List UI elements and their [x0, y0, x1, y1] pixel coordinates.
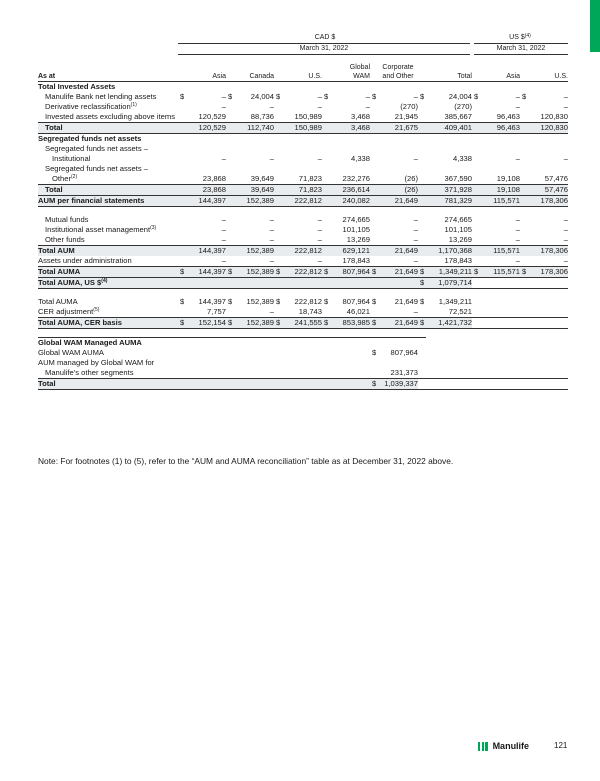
row-label: Institutional asset management$^{(3)}$: [45, 225, 157, 234]
cad-header: CAD $: [314, 34, 336, 41]
row-label: Institutional: [52, 154, 91, 163]
table-row: Other funds – – – 13,269 – 13,269 – –: [38, 235, 568, 246]
total-row: AUM per financial statements 144,397 152,389 222,812 240,082 21,649 781,329 115,571 178,306: [38, 196, 568, 205]
total-row: Total AUMA, CER basis $ 152,154 $ 152,389 $ 241,555 $ 853,985 $ 21,649 $ 1,421,732: [38, 318, 568, 329]
column-header-row: [38, 55, 568, 82]
table-row: Institutional – – – 4,338 – 4,338 – –: [38, 154, 568, 164]
col-asia: Asia: [186, 55, 226, 82]
row-label: Total AUM: [38, 246, 178, 257]
tia-title: Total Invested Assets: [38, 82, 568, 93]
us-date: March 31, 2022: [472, 44, 568, 55]
row-label: Total: [38, 379, 178, 390]
row-label: Invested assets excluding above items: [45, 112, 176, 121]
total-row: Total 120,529 112,740 150,989 3,468 21,675 409,401 96,463 120,830: [38, 123, 568, 134]
col-global-wam: Global WAM: [330, 55, 370, 82]
table-row: Segregated funds net assets –: [45, 164, 149, 173]
table-row: Derivative reclassification$^{(1)}$ – – – – (270) (270) – –: [38, 102, 568, 112]
table-row: Global WAM AUMA $ 807,964: [38, 348, 418, 357]
total-row: Total AUM 144,397 152,389 222,812 629,121 21,649 1,170,368 115,571 178,306: [38, 246, 568, 255]
footnote-note: Note: For footnotes (1) to (5), refer to the “AUM and AUMA reconciliation” table as at December 31, 2022 above.: [38, 456, 454, 466]
table-row: Assets under administration – – – 178,843 – 178,843 – –: [38, 256, 568, 265]
total-row: Total 23,868 39,649 71,823 236,614 (26) 371,928 19,108 57,476: [38, 185, 568, 196]
row-label: Global WAM AUMA: [38, 348, 104, 357]
row-label: Total AUMA: [38, 267, 178, 278]
table-row: Manulife’s other segments 231,373: [38, 368, 568, 379]
section-title-row: [38, 82, 568, 93]
row-label: Total AUMA, CER basis: [38, 318, 178, 329]
total-row: Total AUMA, US \$$^{(4)}$ $ 1,079,714: [38, 278, 568, 289]
as-at-label: As at: [38, 73, 56, 80]
row-label: Manulife’s other segments: [45, 368, 134, 377]
col-us-asia: Asia: [480, 55, 520, 82]
row-label: AUM per financial statements: [38, 196, 178, 207]
table-row: Manulife Bank net lending assets $ – $ 24,004 $ – $ – $ – $ 24,004 $ – $ –: [38, 92, 568, 102]
table-row: AUM managed by Global WAM for: [38, 358, 155, 367]
table-row: Total AUMA $ 144,397 $ 152,389 $ 222,812 $ 807,964 $ 21,649 $ 1,349,211: [38, 297, 472, 306]
table-row: Institutional asset management$^{(3)}$ – – – 101,105 – 101,105 – –: [38, 225, 568, 235]
table-row: Mutual funds – – – 274,665 – 274,665 – –: [38, 215, 568, 225]
auma-table: [38, 33, 568, 390]
currency-header-row: [38, 33, 568, 44]
manulife-logo: [478, 741, 529, 751]
table-row: Other$^{(2)}$ 23,868 39,649 71,823 232,276 (26) 367,590 19,108 57,476: [38, 174, 568, 185]
row-label: Other$^{(2)}$: [52, 174, 78, 183]
page-number: 121: [554, 741, 568, 750]
row-label: Derivative reclassification$^{(1)}$: [45, 102, 137, 111]
manulife-logo-icon: [478, 742, 488, 751]
us-header: US \$$^{(4)}$: [509, 33, 531, 41]
green-edge-tab: [590, 0, 600, 52]
col-us-us: U.S.: [528, 55, 568, 82]
row-label: Total AUMA: [38, 297, 78, 306]
row-label: Manulife Bank net lending assets: [45, 92, 157, 101]
section-title-row: [38, 338, 568, 349]
seg-title: Segregated funds net assets: [38, 134, 142, 143]
cad-date: March 31, 2022: [178, 44, 472, 55]
col-canada: Canada: [234, 55, 274, 82]
row-label: Other funds: [45, 235, 85, 244]
table-row: Segregated funds net assets –: [45, 144, 149, 153]
section-title-row: [38, 134, 568, 145]
row-label: Total AUMA, US \$$^{(4)}$: [38, 278, 178, 289]
col-corporate: Corporate and Other: [378, 55, 418, 82]
date-header-row: [38, 44, 568, 55]
total-row: Total AUMA $ 144,397 $ 152,389 $ 222,812 $ 807,964 $ 21,649 $ 1,349,211 $ 115,571 $ 178,306: [38, 267, 568, 276]
col-total: Total: [426, 55, 472, 82]
brand-name: Manulife: [492, 741, 530, 751]
gwam-title: Global WAM Managed AUMA: [38, 338, 426, 349]
col-us: U.S.: [282, 55, 322, 82]
total-row: Total $ 1,039,337: [38, 379, 568, 390]
row-label: Mutual funds: [45, 215, 89, 224]
table-row: Invested assets excluding above items 120,529 88,736 150,989 3,468 21,945 385,667 96,463 120,830: [38, 112, 568, 123]
table-row: CER adjustment$^{(5)}$ 7,757 – 18,743 46,021 – 72,521: [38, 307, 472, 316]
row-label: Total: [38, 185, 178, 196]
row-label: Total: [38, 123, 178, 134]
row-label: CER adjustment$^{(5)}$: [38, 307, 100, 316]
row-label: Assets under administration: [38, 256, 132, 265]
